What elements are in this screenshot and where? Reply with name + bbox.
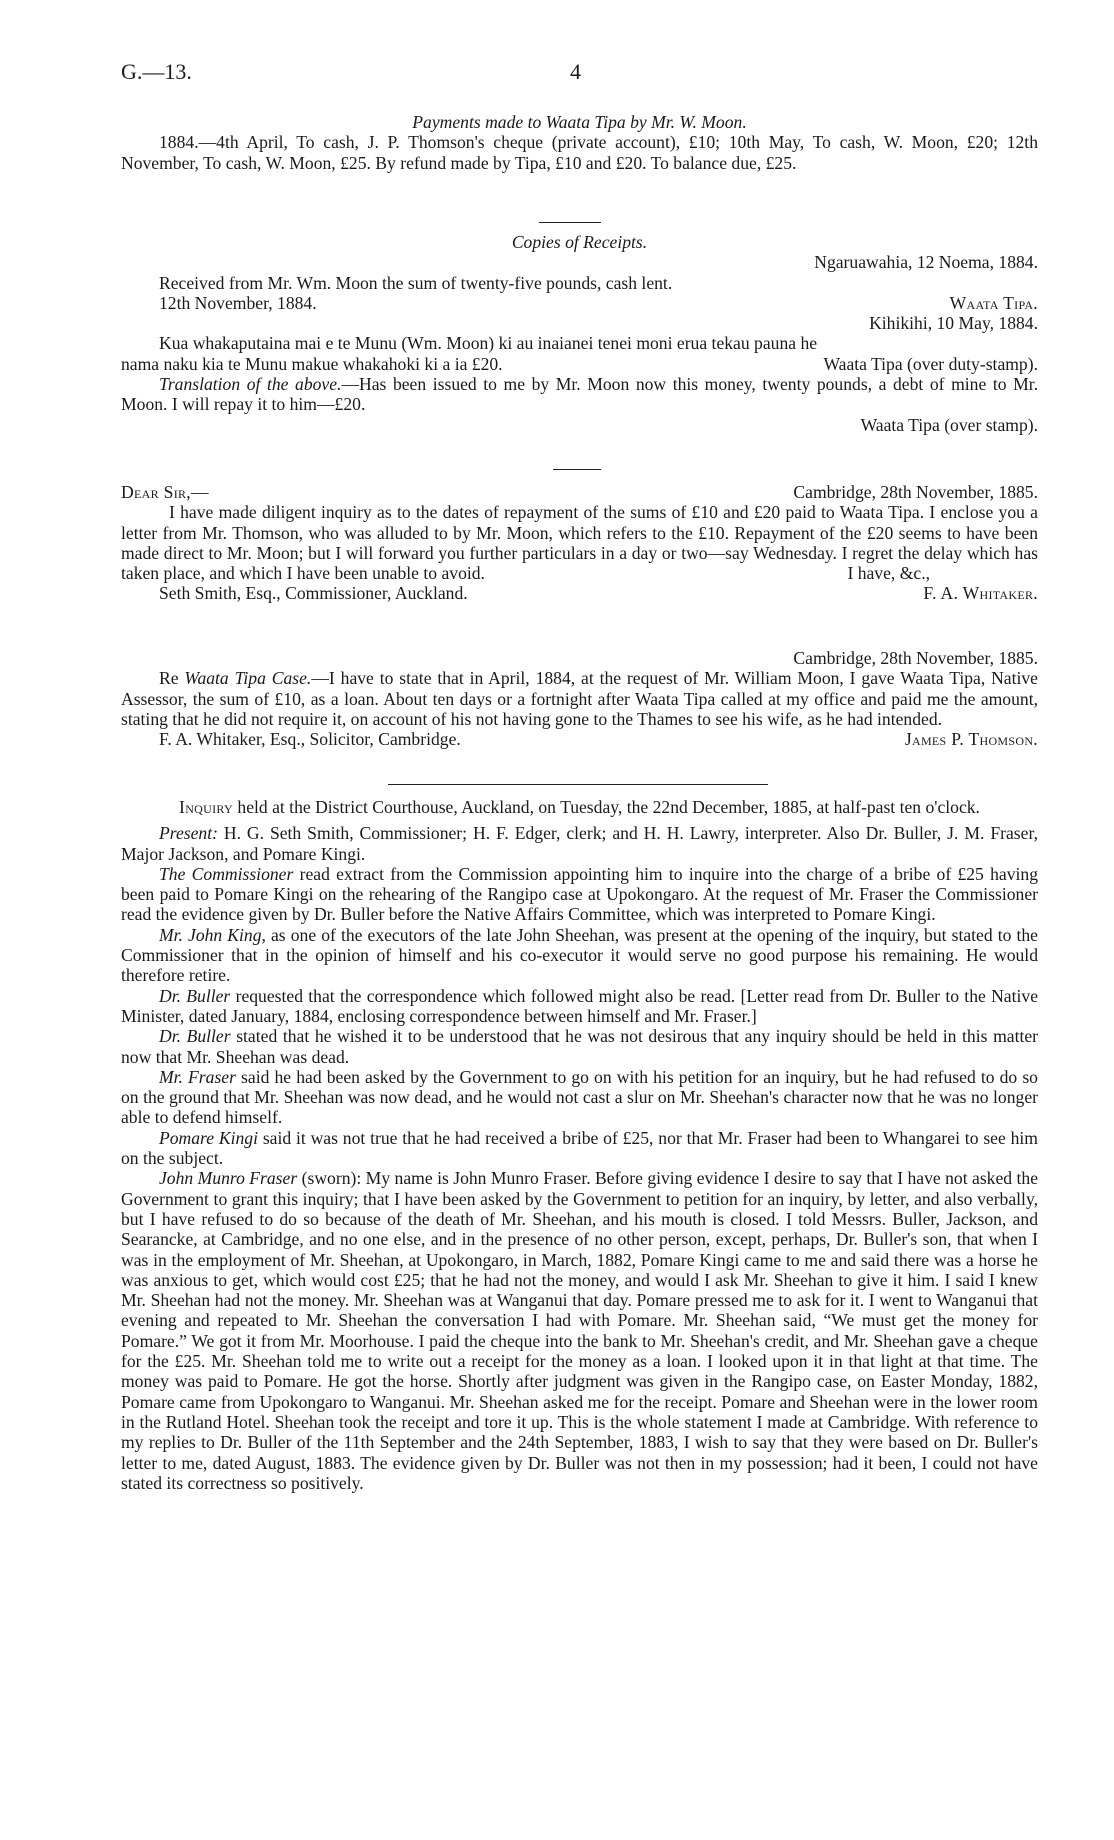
paragraph-text: said he had been asked by the Government to go on with his petition for an inquiry, but he had refused to do so on the ground that Mr. Sheehan was now dead, and he would not cast a slur on Mr. Sheehan's character now that he was no longer able to defend himself. bbox=[121, 1066, 1038, 1128]
inquiry-paragraph bbox=[121, 1067, 1038, 1128]
inquiry-heading-text: held at the District Courthouse, Auckland, on Tuesday, the 22nd December, 1885, at half-past ten o'clock. bbox=[233, 797, 980, 817]
receipt2-signature: Waata Tipa (over duty-stamp). bbox=[823, 353, 1038, 374]
paragraph-text: read extract from the Commission appointing him to inquire into the charge of a bribe of £25 having been paid to Pomare Kingi on the rehearing of the Rangipo case at Upokongaro. At the request of Mr. Fraser the Commissioner read the evidence given by Dr. Buller before the Native Affairs Committee, which was interpreted to Pomare Kingi. bbox=[121, 863, 1039, 925]
receipts-title: Copies of Receipts. bbox=[511, 232, 648, 252]
letter1-body: I have made diligent inquiry as to the dates of repayment of the sums of £10 and £20 paid to Waata Tipa. I enclose you a letter from Mr. Thomson, who was alluded to by Mr. Moon, which refers to the £10. Repayment of the £20 seems to have been made direct to Mr. Moon; but I will forward you further particulars in a day or two—say Wednesday. I regret the delay which has taken place, and which I have been unable to avoid. bbox=[121, 502, 1038, 584]
receipt1-text: Received from Mr. Wm. Moon the sum of twenty-five pounds, cash lent. bbox=[159, 272, 673, 293]
inquiry-paragraph bbox=[121, 925, 1038, 986]
inquiry-paragraph bbox=[121, 1026, 1038, 1067]
receipts-section bbox=[121, 232, 1038, 435]
speaker-label: Mr. Fraser bbox=[159, 1066, 236, 1087]
series-code: G.—13. bbox=[121, 59, 192, 84]
letter1-closing: I have, &c., bbox=[847, 563, 930, 584]
letter2-footer bbox=[121, 729, 1038, 749]
paragraph-text: said it was not true that he had received a bribe of £25, nor that Mr. Fraser had been to Whangarei to see him on the subject. bbox=[121, 1127, 1038, 1169]
translation-paragraph bbox=[121, 374, 1038, 415]
translation-signature: Waata Tipa (over stamp). bbox=[860, 414, 1038, 435]
translation-label: Translation of the above. bbox=[159, 374, 342, 395]
speaker-label: Present: bbox=[159, 823, 218, 844]
letter1-salutation: Dear Sir,— bbox=[121, 482, 209, 502]
inquiry-paragraph bbox=[121, 823, 1038, 864]
page-number: 4 bbox=[570, 59, 581, 84]
inquiry-paragraph bbox=[121, 864, 1038, 925]
receipt2-place-date: Kihikihi, 10 May, 1884. bbox=[869, 313, 1038, 334]
inquiry-section bbox=[121, 797, 1038, 1493]
receipt2-line2: nama naku kia te Munu makue whakahoki ki a ia £20. bbox=[121, 353, 503, 374]
receipt1-footer bbox=[121, 293, 1038, 313]
paragraph-text: requested that the correspondence which followed might also be read. [Letter read from Dr. Buller to the Native Minister, dated January, 1884, enclosing correspondence between himself and Mr. Fraser.] bbox=[121, 985, 1038, 1026]
inquiry-paragraph bbox=[121, 1168, 1038, 1493]
inquiry-heading bbox=[121, 797, 1038, 817]
section-divider bbox=[539, 222, 601, 223]
letter1-addressee: Seth Smith, Esq., Commissioner, Auckland. bbox=[159, 583, 468, 604]
letter2-re-label: Waata Tipa Case. bbox=[184, 668, 312, 689]
letter2-re-prefix: Re bbox=[159, 668, 185, 689]
receipt1-signature: Waata Tipa. bbox=[949, 292, 1038, 313]
letter-whitaker bbox=[121, 482, 1038, 604]
paragraph-text: (sworn): My name is John Munro Fraser. Before giving evidence I desire to say that I have not asked the Government to grant this inquiry; that I have been asked by the Government to petition for an inquiry, by letter, and also verbally, but I have refused to do so because of the death of Mr. Sheehan, and his mouth is closed. I told Messrs. Buller, Jackson, and Searancke, at Cambridge, and no one else, and in the presence of no other person, except, perhaps, Dr. Buller's son, that when I was in the employment of Mr. Sheehan, at Upokongaro, in March, 1882, Pomare Kingi came to me and said there was a horse he was anxious to get, which would cost £25; that he had not the money, and would I ask Mr. Sheehan to give it him. I said I knew Mr. Sheehan had not the money. Mr. Sheehan was at Wanganui that day. Pomare pressed me to ask for it. I went to Wanganui that evening and repeated to Mr. Sheehan the conversation I had with Pomare. Mr. Sheehan said, “We must get the money for Pomare.” We got it from Mr. Moorhouse. I paid the cheque into the bank to Mr. Sheehan's credit, and Mr. Sheehan gave a cheque for the £25. Mr. Sheehan told me to write out a receipt for the money as a loan. I looked upon it in that light at that time. The money was paid to Pomare. He got the horse. Shortly after judgment was given in the Rangipo case, on Easter Monday, 1882, Pomare came from Upokongaro to Wanganui. Mr. Sheehan asked me for the receipt. Pomare and Sheehan were in the lower room in the Rutland Hotel. Sheehan took the receipt and tore it up. This is the whole statement I made at Cambridge. With reference to my replies to Dr. Buller of the 11th September and the 24th September, 1883, I wish to say that they were based on Dr. Buller's letter to me, dated August, 1883. The evidence given by Dr. Buller was not then in my possession; had it been, I could not have stated its correctness so positively. bbox=[121, 1168, 1039, 1493]
letter1-place-date: Cambridge, 28th November, 1885. bbox=[793, 482, 1038, 502]
letter2-body: —I have to state that in April, 1884, at the request of Mr. William Moon, I gave Waata Tipa, Native Assessor, the sum of £10, as a loan. About ten days or a fortnight after Waata Tipa called at my office and paid me the amount, stating that he did not require it, on account of his not having gone to the Thames to see his wife, as he had intended. bbox=[121, 668, 1038, 729]
receipt1-place-date: Ngaruawahia, 12 Noema, 1884. bbox=[814, 252, 1038, 273]
speaker-label: Dr. Buller bbox=[159, 1026, 231, 1047]
section-divider bbox=[553, 469, 601, 470]
letter2-body-paragraph bbox=[121, 668, 1038, 729]
translation-text: —Has been issued to me by Mr. Moon now this money, twenty pounds, a debt of mine to Mr. Moon. I will repay it to him—£20. bbox=[121, 374, 1038, 415]
letter1-closing-row bbox=[121, 563, 1038, 583]
speaker-label: John Munro Fraser bbox=[159, 1168, 298, 1189]
receipt1-date: 12th November, 1884. bbox=[159, 292, 317, 313]
payments-section bbox=[121, 112, 1038, 173]
letter1-signature: F. A. Whitaker. bbox=[923, 583, 1038, 604]
letter1-footer bbox=[121, 583, 1038, 603]
receipt2-footer bbox=[121, 354, 1038, 374]
payments-text: 1884.—4th April, To cash, J. P. Thomson's cheque (private account), £10; 10th May, To cash, W. Moon, £20; 12th November, To cash, W. Moon, £25. By refund made by Tipa, £10 and £20. To balance due, £25. bbox=[121, 132, 1038, 173]
speaker-label: Dr. Buller bbox=[159, 985, 231, 1006]
paragraph-text: as one of the executors of the late John Sheehan, was present at the opening of the inquiry, but stated to the Commissioner that in the opinion of himself and his co-executor it would serve no good purpose his remaining. He would therefore retire. bbox=[121, 924, 1038, 986]
section-divider bbox=[388, 784, 768, 785]
paragraph-text: H. G. Seth Smith, Commissioner; H. F. Edger, clerk; and H. H. Lawry, interpreter. Also Dr. Buller, J. M. Fraser, Major Jackson, and Pomare Kingi. bbox=[121, 823, 1038, 864]
paragraph-text: stated that he wished it to be understood that he was not desirous that any inquiry should be held in this matter now that Mr. Sheehan was dead. bbox=[121, 1026, 1039, 1067]
receipt2-line1: Kua whakaputaina mai e te Munu (Wm. Moon) ki au inaianei tenei moni erua tekau pauna he bbox=[159, 333, 818, 354]
speaker-label: The Commissioner bbox=[159, 863, 294, 884]
payments-title: Payments made to Waata Tipa by Mr. W. Moon. bbox=[412, 112, 747, 132]
letter2-addressee: F. A. Whitaker, Esq., Solicitor, Cambridge. bbox=[159, 729, 461, 750]
speaker-label: Mr. John King, bbox=[159, 924, 266, 945]
speaker-label: Pomare Kingi bbox=[159, 1127, 258, 1148]
letter2-signature: James P. Thomson. bbox=[904, 729, 1038, 750]
inquiry-paragraph bbox=[121, 1128, 1038, 1169]
inquiry-paragraph bbox=[121, 986, 1038, 1027]
letter2-place-date: Cambridge, 28th November, 1885. bbox=[793, 648, 1038, 668]
page-header bbox=[121, 59, 1038, 90]
inquiry-proceedings bbox=[121, 823, 1038, 1493]
letter1-heading bbox=[121, 482, 1038, 502]
inquiry-lead: Inquiry bbox=[179, 797, 233, 817]
letter-thomson bbox=[121, 648, 1038, 749]
